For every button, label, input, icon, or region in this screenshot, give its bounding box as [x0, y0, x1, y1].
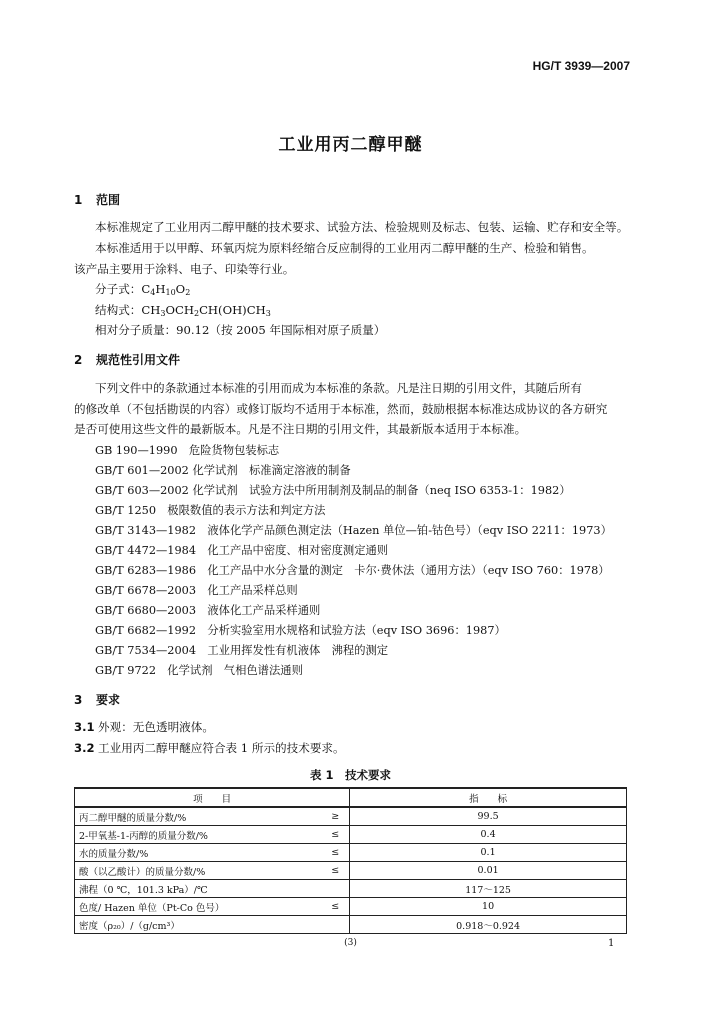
section-1-heading	[74, 191, 120, 208]
technical-requirements-table	[74, 787, 627, 934]
reference-item: GB/T 6682—1992 分析实验室用水规格和试验方法（eqv ISO 3696：1987）	[95, 624, 506, 637]
section-title: 范围	[96, 193, 121, 207]
structure-b: OCH	[165, 303, 194, 317]
symbol-cell: ≤	[321, 844, 349, 862]
table-row	[75, 880, 627, 898]
symbol-cell: ≤	[321, 898, 349, 916]
molecular-formula	[95, 281, 190, 301]
header-index: 指 标	[350, 788, 627, 807]
formula-o: O	[175, 282, 186, 296]
symbol-cell: ≤	[321, 862, 349, 880]
references-intro-line-1: 下列文件中的条款通过本标准的引用而成为本标准的条款。凡是注日期的引用文件，其随后所有	[95, 381, 582, 395]
references-intro-line-3: 是否可使用这些文件的最新版本。凡是不注日期的引用文件，其最新版本适用于本标准。	[74, 422, 527, 436]
table-caption: 表 1 技术要求	[309, 768, 391, 782]
formula-label: 分子式：	[95, 282, 142, 296]
reference-item: GB 190—1990 危险货物包装标志	[95, 444, 280, 457]
header-item: 项 目	[75, 788, 350, 807]
document-title: 工业用丙二醇甲醚	[278, 135, 423, 155]
reference-item: GB/T 6680—2003 液体化工产品采样通则	[95, 604, 321, 617]
value-cell: 10	[350, 898, 627, 916]
clause-number: 3.1	[74, 720, 95, 734]
value-cell: 0.918～0.924	[350, 916, 627, 934]
reference-item: GB/T 603—2002 化学试剂 试验方法中所用制剂及制品的制备（neq ISO 6353-1：1982）	[95, 484, 571, 497]
table-row	[75, 898, 627, 916]
reference-item: GB/T 601—2002 化学试剂 标准滴定溶液的制备	[95, 464, 351, 477]
structure-c: CH(OH)CH	[199, 303, 266, 317]
formula-h: H	[155, 282, 166, 296]
molecular-mass: 相对分子质量：90.12（按 2005 年国际相对原子质量）	[95, 323, 386, 337]
symbol-cell: ≤	[321, 826, 349, 844]
formula-o-sub: 2	[185, 288, 191, 297]
reference-item: GB/T 9722 化学试剂 气相色谱法通则	[95, 664, 303, 677]
structure-b-sub: 2	[193, 309, 200, 318]
section-number: 3	[74, 693, 83, 707]
page-number: 1	[608, 938, 615, 949]
standard-code: HG/T 3939—2007	[532, 59, 630, 73]
symbol-cell	[321, 880, 349, 898]
section-2-heading	[74, 351, 180, 368]
formula-h-sub: 10	[165, 288, 176, 297]
table-header-row	[75, 788, 627, 807]
table-row	[75, 807, 627, 826]
item-cell: 色度/ Hazen 单位（Pt-Co 色号）	[75, 898, 322, 916]
item-cell: 沸程（0 ℃，101.3 kPa）/℃	[75, 880, 322, 898]
table-row	[75, 916, 627, 934]
symbol-cell: ≥	[321, 807, 349, 826]
clause-number: 3.2	[74, 741, 95, 755]
section-number: 2	[74, 353, 83, 367]
clause-text: 工业用丙二醇甲醚应符合表 1 所示的技术要求。	[98, 741, 345, 755]
section-3-heading	[74, 691, 120, 708]
scope-paragraph-2a: 本标准适用于以甲醇、环氧丙烷为原料经缩合反应制得的工业用丙二醇甲醚的生产、检验和销售。	[95, 241, 594, 255]
reference-item: GB/T 7534—2004 工业用挥发性有机液体 沸程的测定	[95, 644, 389, 657]
section-number: 1	[74, 193, 83, 207]
item-cell: 2-甲氧基-1-丙醇的质量分数/%	[75, 826, 322, 844]
table-row	[75, 826, 627, 844]
item-cell: 密度（ρ₂₀）/（g/cm³）	[75, 916, 322, 934]
reference-item: GB/T 6678—2003 化工产品采样总则	[95, 584, 298, 597]
reference-item: GB/T 6283—1986 化工产品中水分含量的测定 卡尔·费休法（通用方法）（eqv ISO 760：1978）	[95, 564, 610, 577]
item-cell: 酸（以乙酸计）的质量分数/%	[75, 862, 322, 880]
formula-c: C	[141, 282, 151, 296]
clause-3-1	[74, 719, 214, 735]
structural-formula	[95, 302, 271, 322]
item-cell: 水的质量分数/%	[75, 844, 322, 862]
reference-item: GB/T 4472—1984 化工产品中密度、相对密度测定通则	[95, 544, 389, 557]
section-title: 要求	[96, 693, 121, 707]
structure-a-sub: 3	[160, 309, 166, 318]
reference-item: GB/T 1250 极限数值的表示方法和判定方法	[95, 504, 326, 517]
reference-item: GB/T 3143—1982 液体化学产品颜色测定法（Hazen 单位—铂-钴色号）（eqv ISO 2211：1973）	[95, 524, 612, 537]
scope-paragraph-2b: 该产品主要用于涂料、电子、印染等行业。	[74, 262, 295, 276]
structure-a: CH	[141, 303, 161, 317]
structure-label: 结构式：	[95, 303, 142, 317]
section-title: 规范性引用文件	[96, 353, 181, 367]
structure-c-sub: 3	[265, 309, 271, 318]
value-cell: 0.1	[350, 844, 627, 862]
table-row	[75, 862, 627, 880]
value-cell: 0.01	[350, 862, 627, 880]
table-row	[75, 844, 627, 862]
item-cell: 丙二醇甲醚的质量分数/%	[75, 807, 322, 826]
scope-paragraph-1: 本标准规定了工业用丙二醇甲醚的技术要求、试验方法、检验规则及标志、包装、运输、贮存和安全等。	[95, 220, 629, 234]
page-label: (3)	[344, 938, 357, 948]
formula-c-sub: 4	[150, 288, 156, 297]
clause-text: 外观：无色透明液体。	[98, 720, 214, 734]
value-cell: 0.4	[350, 826, 627, 844]
symbol-cell	[321, 916, 349, 934]
value-cell: 117～125	[350, 880, 627, 898]
references-intro-line-2: 的修改单（不包括勘误的内容）或修订版均不适用于本标准，然而，鼓励根据本标准达成协议的各方研究	[74, 402, 608, 416]
value-cell: 99.5	[350, 807, 627, 826]
clause-3-2	[74, 740, 345, 756]
